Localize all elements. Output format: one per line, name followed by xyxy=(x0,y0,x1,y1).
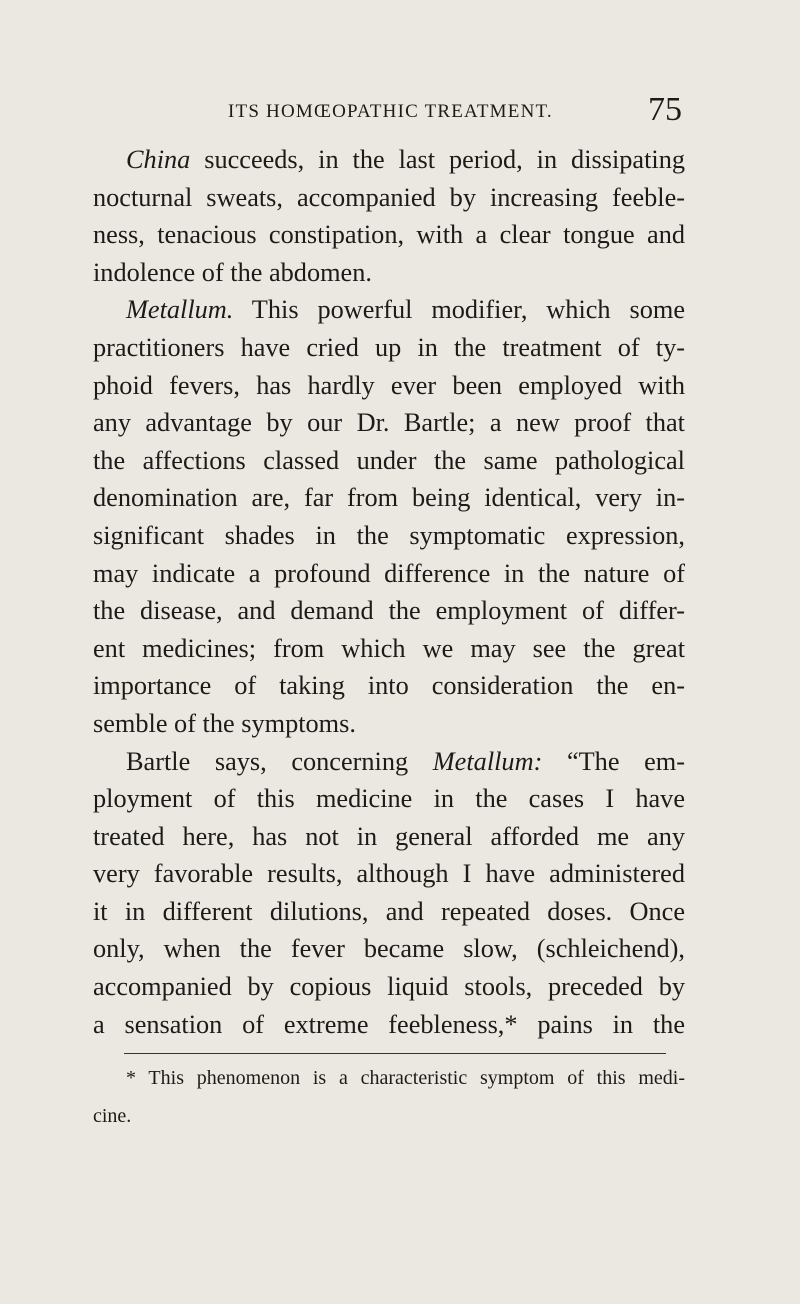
text-line xyxy=(93,930,685,968)
text-line xyxy=(93,1006,685,1044)
body-text xyxy=(93,141,685,1043)
text-segment: any advantage by our Dr. Bartle; a new proof that xyxy=(93,408,685,438)
text-segment: ployment of this medicine in the cases I have xyxy=(93,784,685,814)
text-segment: denomination are, far from being identical, very in- xyxy=(93,483,685,513)
text-segment: practitioners have cried up in the treatment of ty- xyxy=(93,332,685,362)
text-segment: semble of the symptoms. xyxy=(93,708,356,738)
text-segment: ness, tenacious constipation, with a clear tongue and xyxy=(93,220,685,250)
text-line xyxy=(93,630,685,668)
text-line xyxy=(93,667,685,705)
text-line xyxy=(93,329,685,367)
paragraph xyxy=(93,141,685,291)
text-line xyxy=(93,780,685,818)
text-segment: ent medicines; from which we may see the great xyxy=(93,633,685,663)
text-segment: the disease, and demand the employment of differ- xyxy=(93,596,685,626)
text-segment: phoid fevers, has hardly ever been employed with xyxy=(93,370,685,400)
text-segment: treated here, has not in general afforded me any xyxy=(93,821,685,851)
page-header xyxy=(228,91,682,135)
text-segment: “The em- xyxy=(542,746,685,776)
text-line xyxy=(93,179,685,217)
footnote-divider xyxy=(124,1053,666,1054)
italic-term: Metallum: xyxy=(432,746,543,776)
text-line xyxy=(93,893,685,931)
paragraph xyxy=(93,743,685,1044)
text-segment: a sensation of extreme feebleness,* pains in the xyxy=(93,1009,685,1039)
text-line xyxy=(93,592,685,630)
text-line xyxy=(93,1100,685,1138)
text-segment: nocturnal sweats, accompanied by increasing feeble- xyxy=(93,182,685,212)
text-segment: succeeds, in the last period, in dissipating xyxy=(190,145,685,174)
text-line xyxy=(93,968,685,1006)
footnote xyxy=(93,1062,685,1137)
text-segment: the affections classed under the same pathological xyxy=(93,445,685,475)
italic-term: Metallum. xyxy=(126,295,234,325)
running-title: ITS HOMŒOPATHIC TREATMENT. xyxy=(228,101,553,122)
text-line xyxy=(93,1062,685,1100)
text-segment: * This phenomenon is a characteristic symptom of this medi- xyxy=(126,1067,685,1089)
text-line xyxy=(93,818,685,856)
text-segment: very favorable results, although I have administered xyxy=(93,859,685,889)
text-segment: indolence of the abdomen. xyxy=(93,257,372,287)
text-line xyxy=(93,555,685,593)
text-line xyxy=(93,705,685,743)
text-segment: accompanied by copious liquid stools, preceded by xyxy=(93,972,685,1002)
text-segment: significant shades in the symptomatic expression, xyxy=(93,520,685,550)
text-segment: may indicate a profound difference in the nature of xyxy=(93,558,685,588)
text-line xyxy=(93,517,685,555)
text-segment: it in different dilutions, and repeated doses. Once xyxy=(93,896,685,926)
text-line xyxy=(93,367,685,405)
paragraph xyxy=(93,291,685,742)
text-line xyxy=(93,291,685,329)
text-line xyxy=(93,743,685,781)
text-line xyxy=(93,442,685,480)
page-number: 75 xyxy=(648,91,682,128)
text-line xyxy=(93,141,685,179)
text-line xyxy=(93,479,685,517)
text-line xyxy=(93,216,685,254)
text-line xyxy=(93,855,685,893)
text-segment: Bartle says, concerning xyxy=(126,746,433,776)
text-line xyxy=(93,254,685,292)
text-segment: importance of taking into consideration the en- xyxy=(93,671,685,701)
text-segment: only, when the fever became slow, (schleichend), xyxy=(93,934,685,964)
text-segment: cine. xyxy=(93,1104,132,1127)
text-segment: This powerful modifier, which some xyxy=(233,295,685,325)
italic-term: China xyxy=(126,145,191,174)
text-line xyxy=(93,404,685,442)
